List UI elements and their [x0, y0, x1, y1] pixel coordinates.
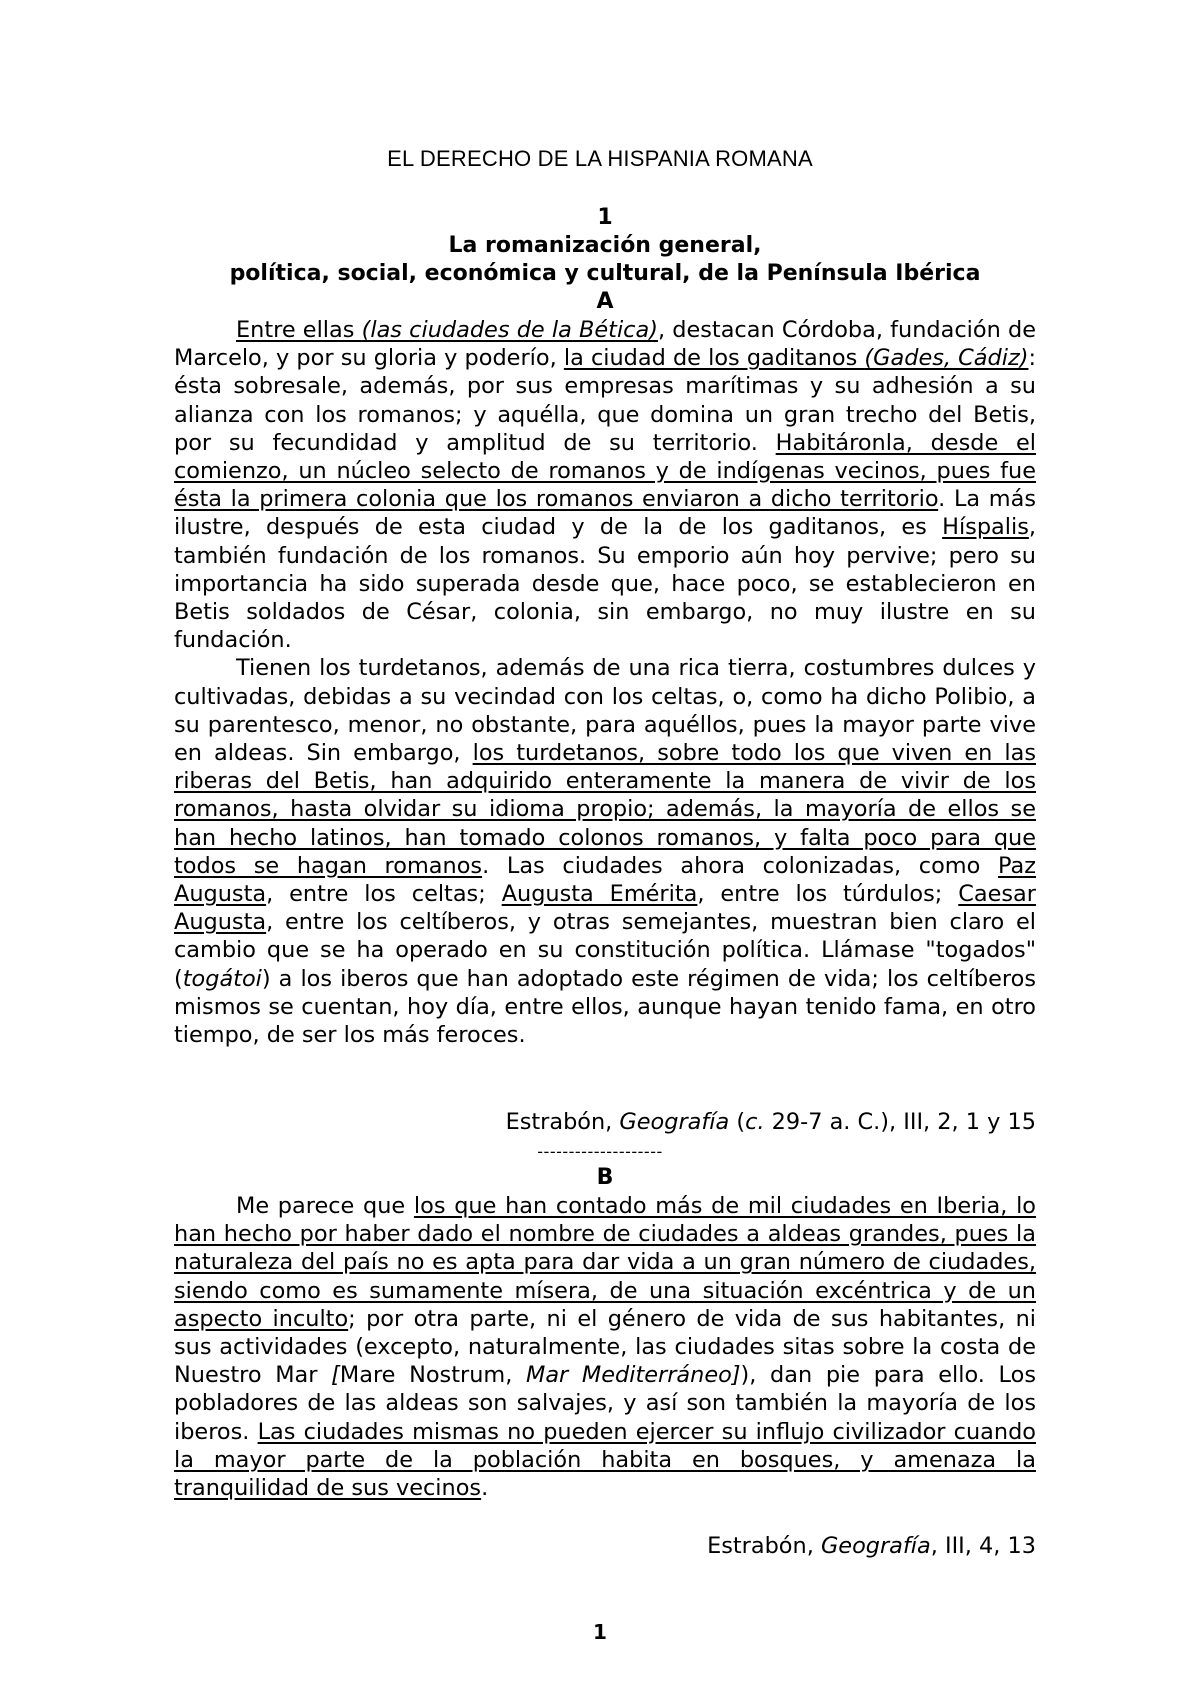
text-b-source: Estrabón, Geografía, III, 4, 13 [707, 1533, 1036, 1559]
page-number: 1 [593, 1620, 607, 1644]
text-a-source: Estrabón, Geografía (c. 29-7 a. C.), III, 2, 1 y 15 [505, 1109, 1036, 1135]
text-b-body [174, 1192, 1036, 1502]
text-b-label: B [596, 1165, 614, 1190]
text-a-paragraph-2: Tienen los turdetanos, además de una rica tierra, costumbres dulces y cultivadas, debidas a su vecindad con los celtas, o, como ha dicho Polibio, a su parentesco, menor, no obstante, para aquéllos, pues la mayor parte vive en aldeas. Sin embargo, los turdetanos, sobre todo los que viven en las riberas del Betis, han adquirido enteramente la manera de vivir de los romanos, hasta olvidar su idioma propio; además, la mayoría de ellos se han hecho latinos, han tomado colonos romanos, y falta poco para que todos se hagan romanos. Las ciudades ahora colonizadas, como Paz Augusta, entre los celtas; Augusta Emérita, entre los túrdulos; Caesar Augusta, entre los celtíberos, y otras semejantes, muestran bien claro el cambio que se ha operado en su constitución política. Llámase "togados" (togátoi) a los iberos que han adoptado este régimen de vida; los celtíberos mismos se cuentan, hoy día, entre ellos, aunque hayan tenido fama, en otro tiempo, de ser los más feroces. [174, 655, 1037, 1049]
document-title: EL DERECHO DE LA HISPANIA ROMANA [387, 146, 813, 171]
section-separator: -------------------- [537, 1142, 663, 1161]
text-a-body [174, 316, 1036, 1049]
text-a-paragraph-1: Entre ellas (las ciudades de la Bética), destacan Córdoba, fundación de Marcelo, y por su gloria y poderío, la ciudad de los gaditanos (Gades, Cádiz): ésta sobresale, además, por sus empresas marítimas y su adhesión a su alianza con los romanos; y aquélla, que domina un gran trecho del Betis, por su fecundidad y amplitud de su territorio. Habitáronla, desde el comienzo, un núcleo selecto de romanos y de indígenas vecinos, pues fue ésta la primera colonia que los romanos enviaron a dicho territorio. La más ilustre, después de esta ciudad y de la de los gaditanos, es Híspalis, también fundación de los romanos. Su emporio aún hoy pervive; pero su importancia ha sido superada desde que, hace poco, se establecieron en Betis soldados de César, colonia, sin embargo, no muy ilustre en su fundación. [174, 317, 1037, 654]
text-b-paragraph-1: Me parece que los que han contado más de mil ciudades en Iberia, lo han hecho por haber dado el nombre de ciudades a aldeas grandes, pues la naturaleza del país no es apta para dar vida a un gran número de ciudades, siendo como es sumamente mísera, de una situación excéntrica y de un aspecto inculto; por otra parte, ni el género de vida de sus habitantes, ni sus actividades (excepto, naturalmente, las ciudades sitas sobre la costa de Nuestro Mar [Mare Nostrum, Mar Mediterráneo]), dan pie para ello. Los pobladores de las aldeas son salvajes, y así son también la mayoría de los iberos. Las ciudades mismas no pueden ejercer su influjo civilizador cuando la mayor parte de la población habita en bosques, y amenaza la tranquilidad de sus vecinos. [174, 1193, 1036, 1502]
section-title-line1: La romanización general, [448, 233, 762, 258]
section-number: 1 [597, 205, 613, 230]
section-title-line2: política, social, económica y cultural, de la Península Ibérica [229, 261, 981, 286]
text-a-label: A [596, 289, 614, 314]
